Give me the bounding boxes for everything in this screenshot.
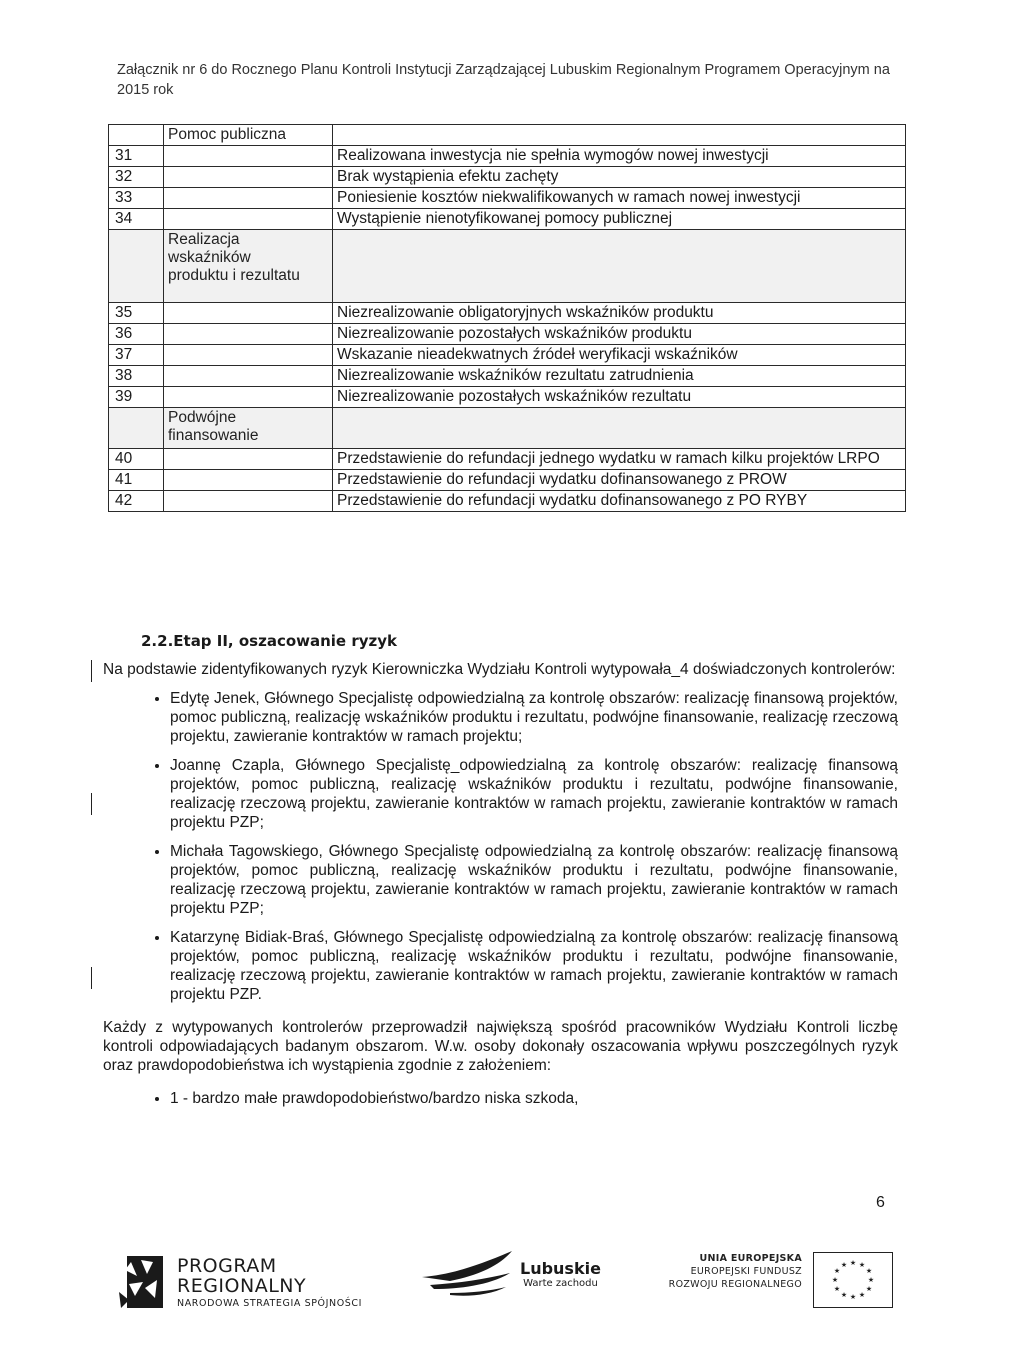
lubuskie-label: Lubuskie bbox=[520, 1259, 601, 1278]
eu-line-2: EUROPEJSKI FUNDUSZ bbox=[690, 1266, 802, 1277]
svg-text:★: ★ bbox=[833, 1267, 841, 1275]
svg-text:★: ★ bbox=[831, 1276, 839, 1284]
eu-line-1: UNIA EUROPEJSKA bbox=[699, 1253, 802, 1264]
table-row bbox=[109, 303, 906, 324]
table-section-podwojne-label bbox=[164, 408, 333, 449]
lubuskie-logo bbox=[420, 1247, 620, 1307]
risk-number: 38 bbox=[109, 366, 164, 387]
risk-number: 39 bbox=[109, 387, 164, 408]
svg-text:★: ★ bbox=[865, 1267, 873, 1275]
table-row bbox=[109, 470, 906, 491]
table-row bbox=[109, 146, 906, 167]
warte-zachodu-label: Warte zachodu bbox=[523, 1278, 598, 1289]
header-line-2: 2015 rok bbox=[117, 82, 174, 98]
risk-number: 37 bbox=[109, 345, 164, 366]
section-pomoc-label: Pomoc publiczna bbox=[164, 125, 333, 146]
risk-description: Przedstawienie do refundacji wydatku dofinansowanego z PROW bbox=[333, 470, 906, 491]
section-title: 2.2.Etap II, oszacowanie ryzyk bbox=[141, 632, 397, 650]
risk-description: Realizowana inwestycja nie spełnia wymogów nowej inwestycji bbox=[333, 146, 906, 167]
risk-number: 36 bbox=[109, 324, 164, 345]
risk-table bbox=[108, 124, 906, 512]
risk-category-cell bbox=[164, 491, 333, 512]
eu-flag-icon bbox=[813, 1252, 893, 1308]
risk-description: Niezrealizowanie pozostałych wskaźników produktu bbox=[333, 324, 906, 345]
risk-description: Niezrealizowanie obligatoryjnych wskaźników produktu bbox=[333, 303, 906, 324]
table-section-podwojne bbox=[109, 408, 906, 449]
svg-text:★: ★ bbox=[858, 1291, 866, 1299]
intro-paragraph: Na podstawie zidentyfikowanych ryzyk Kierowniczka Wydziału Kontroli wytypowała_4 doświadczonych kontrolerów: bbox=[103, 661, 896, 678]
footer-logos bbox=[0, 1247, 1024, 1317]
section-content bbox=[103, 660, 898, 1108]
risk-category-cell bbox=[164, 167, 333, 188]
table-section-wskazniki bbox=[109, 230, 906, 303]
list-item: • Katarzynę Bidiak-Braś, Głównego Specjalistę odpowiedzialną za kontrolę obszarów: realizację finansową projektów, pomoc publiczną, realizację wskaźników produktu i rezultatu, podwójne finansowanie, realizację rzeczową projektu, zawieranie kontraktów w ramach projektu, zawieranie kontraktów w ramach projektu PZP. bbox=[170, 928, 898, 1004]
regionalny-label: REGIONALNY bbox=[177, 1275, 307, 1297]
risk-category-cell bbox=[164, 209, 333, 230]
risk-number: 42 bbox=[109, 491, 164, 512]
section-label-line: Podwójne bbox=[168, 409, 237, 426]
risk-description: Przedstawienie do refundacji wydatku dofinansowanego z PO RYBY bbox=[333, 491, 906, 512]
controllers-list bbox=[103, 689, 898, 1004]
risk-category-cell bbox=[164, 188, 333, 209]
change-bar bbox=[91, 967, 92, 989]
svg-text:★: ★ bbox=[849, 1259, 857, 1267]
page-number: 6 bbox=[876, 1194, 885, 1211]
table-row bbox=[109, 324, 906, 345]
risk-description: Wskazanie nieadekwatnych źródeł weryfikacji wskaźników bbox=[333, 345, 906, 366]
risk-category-cell bbox=[164, 449, 333, 470]
risk-description: Poniesienie kosztów niekwalifikowanych w ramach nowej inwestycji bbox=[333, 188, 906, 209]
section-label-line: Realizacja bbox=[168, 231, 240, 248]
risk-description: Przedstawienie do refundacji jednego wydatku w ramach kilku projektów LRPO bbox=[333, 449, 906, 470]
change-bar bbox=[91, 793, 92, 815]
list-item: • Joannę Czapla, Głównego Specjalistę_odpowiedzialną za kontrolę obszarów: realizację finansową projektów, pomoc publiczną, realizację wskaźników produktu i rezultatu, podwójne finansowanie, realizację rzeczową projektu, zawieranie kontraktów w ramach projektu, zawieranie kontraktów w ramach projektu PZP; bbox=[170, 756, 898, 832]
list-item: • Edytę Jenek, Głównego Specjalistę odpowiedzialną za kontrolę obszarów: realizację finansową projektów, pomoc publiczną, realizację wskaźników produktu i rezultatu, podwójne finansowanie, realizację rzeczową projektu, zawieranie kontraktów w ramach projektu; bbox=[170, 689, 898, 746]
risk-number: 41 bbox=[109, 470, 164, 491]
table-row bbox=[109, 167, 906, 188]
svg-text:★: ★ bbox=[833, 1285, 841, 1293]
change-bar bbox=[91, 660, 92, 682]
risk-description: Wystąpienie nienotyfikowanej pomocy publicznej bbox=[333, 209, 906, 230]
section-label-line: wskaźników bbox=[168, 249, 251, 266]
table-section-wskazniki-label bbox=[164, 230, 333, 303]
risk-category-cell bbox=[164, 345, 333, 366]
document-header bbox=[117, 60, 917, 100]
svg-text:★: ★ bbox=[849, 1293, 857, 1301]
svg-text:★: ★ bbox=[867, 1276, 875, 1284]
risk-category-cell bbox=[164, 366, 333, 387]
risk-number: 40 bbox=[109, 449, 164, 470]
header-line-1: Załącznik nr 6 do Rocznego Planu Kontroli Instytucji Zarządzającej Lubuskim Regionalnym Programem Operacyjnym na bbox=[117, 62, 890, 78]
program-regionalny-emblem bbox=[117, 1252, 169, 1312]
risk-category-cell bbox=[164, 324, 333, 345]
svg-text:★: ★ bbox=[858, 1261, 866, 1269]
table-section-pomoc bbox=[109, 125, 906, 146]
svg-text:★: ★ bbox=[840, 1261, 848, 1269]
risk-category-cell bbox=[164, 146, 333, 167]
section-label-line: produktu i rezultatu bbox=[168, 267, 300, 284]
svg-text:★: ★ bbox=[840, 1291, 848, 1299]
method-paragraph: Każdy z wytypowanych kontrolerów przeprowadził największą spośród pracowników Wydziału Kontroli liczbę kontroli odpowiadających badanym obszarom. W.w. osoby dokonały oszacowania wpływu poszczególnych ryzyk oraz prawdopodobieństwa ich wystąpienia zgodnie z założeniem: bbox=[103, 1019, 898, 1074]
risk-description: Niezrealizowanie pozostałych wskaźników rezultatu bbox=[333, 387, 906, 408]
table-row bbox=[109, 209, 906, 230]
risk-category-cell bbox=[164, 470, 333, 491]
table-row bbox=[109, 345, 906, 366]
table-row bbox=[109, 491, 906, 512]
risk-description: Brak wystąpienia efektu zachęty bbox=[333, 167, 906, 188]
risk-number: 33 bbox=[109, 188, 164, 209]
scale-list bbox=[103, 1089, 898, 1108]
risk-description: Niezrealizowanie wskaźników rezultatu zatrudnienia bbox=[333, 366, 906, 387]
svg-text:★: ★ bbox=[865, 1285, 873, 1293]
lubuskie-swoosh-icon bbox=[420, 1247, 520, 1297]
program-regionalny-logo bbox=[117, 1252, 387, 1312]
table-row bbox=[109, 188, 906, 209]
risk-number: 35 bbox=[109, 303, 164, 324]
risk-number: 31 bbox=[109, 146, 164, 167]
table-row bbox=[109, 449, 906, 470]
table-row bbox=[109, 366, 906, 387]
risk-category-cell bbox=[164, 387, 333, 408]
risk-number: 34 bbox=[109, 209, 164, 230]
program-label: PROGRAM bbox=[177, 1255, 277, 1277]
risk-number: 32 bbox=[109, 167, 164, 188]
table-row bbox=[109, 387, 906, 408]
eu-line-3: ROZWOJU REGIONALNEGO bbox=[668, 1279, 802, 1290]
list-item: • 1 - bardzo małe prawdopodobieństwo/bardzo niska szkoda, bbox=[170, 1089, 898, 1108]
eu-logo bbox=[650, 1252, 900, 1312]
list-item: • Michała Tagowskiego, Głównego Specjalistę odpowiedzialną za kontrolę obszarów: realizację finansową projektów, pomoc publiczną, realizację wskaźników produktu i rezultatu, podwójne finansowanie, realizację rzeczową projektu, zawieranie kontraktów w ramach projektu, zawieranie kontraktów w ramach projektu PZP; bbox=[170, 842, 898, 918]
strategy-label: NARODOWA STRATEGIA SPÓJNOŚCI bbox=[177, 1298, 363, 1309]
risk-category-cell bbox=[164, 303, 333, 324]
section-label-line: finansowanie bbox=[168, 427, 259, 444]
